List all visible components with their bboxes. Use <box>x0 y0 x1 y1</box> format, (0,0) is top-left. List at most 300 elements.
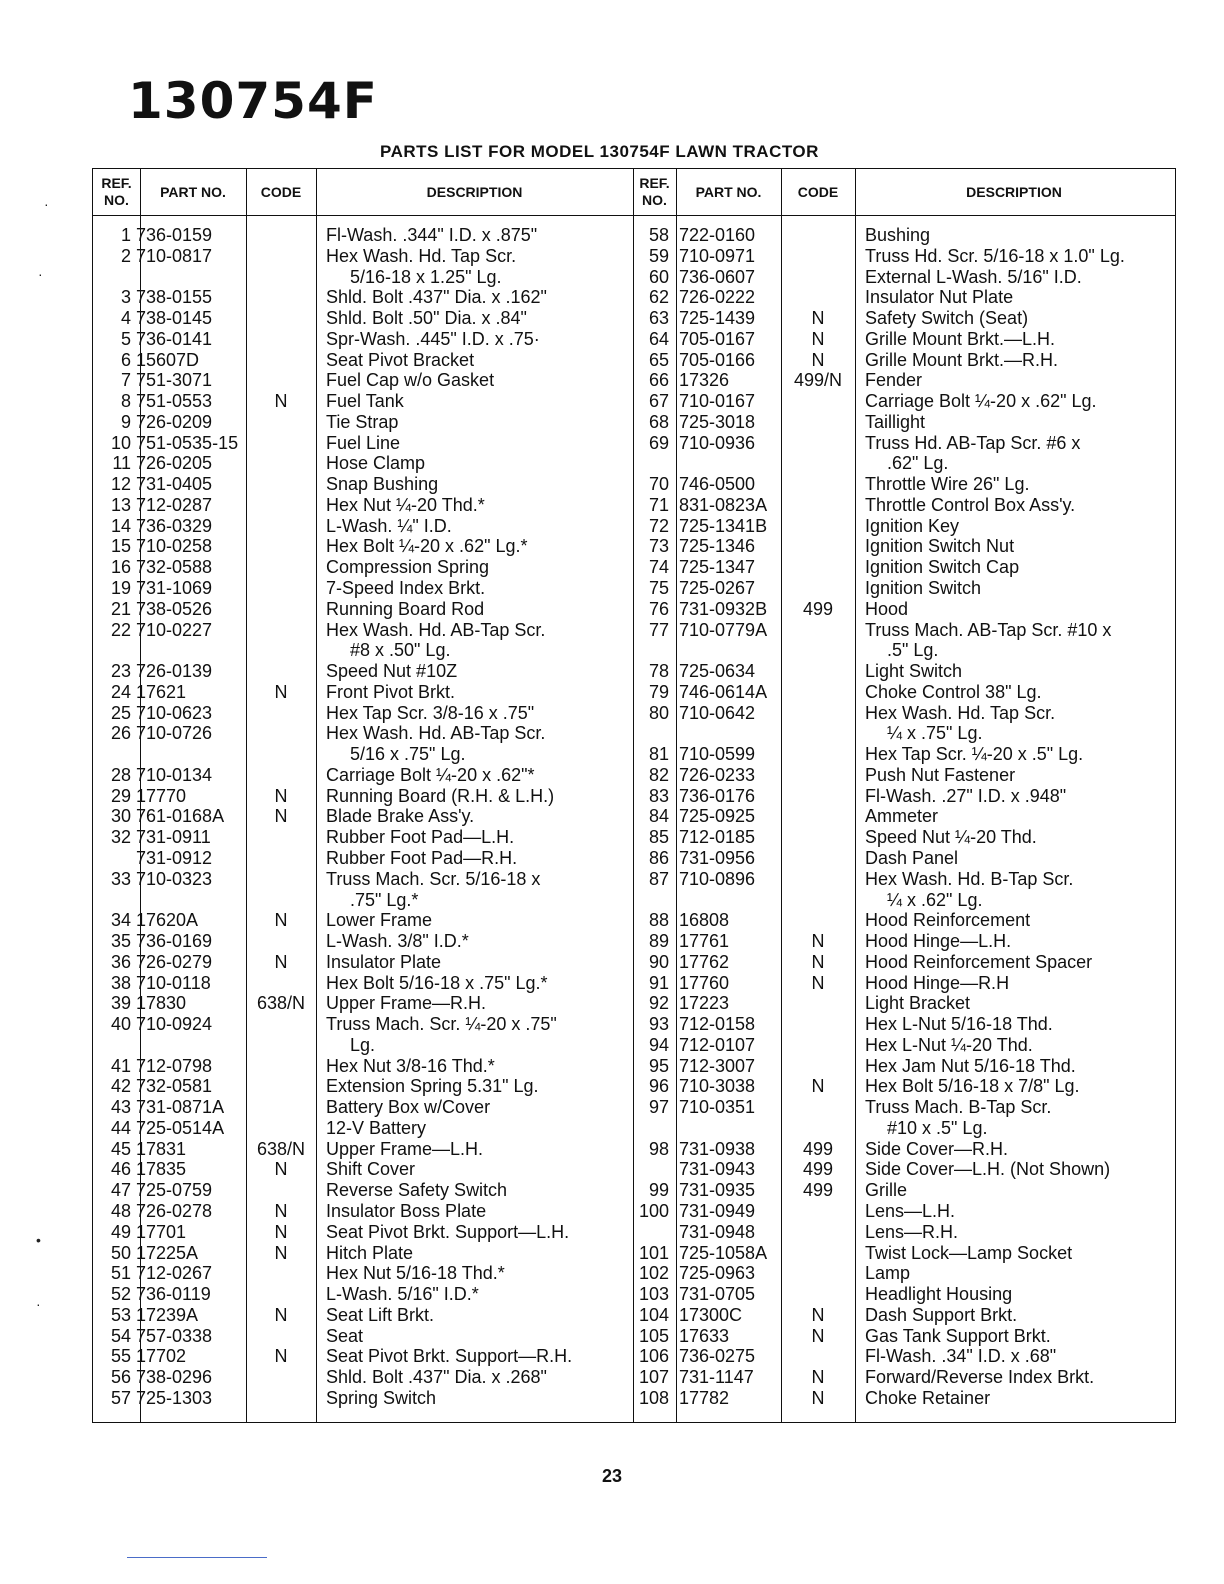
table-row <box>633 890 1173 911</box>
table-row <box>633 246 1173 267</box>
table-row <box>93 453 633 474</box>
table-row <box>633 869 1173 890</box>
ref-cell: 103 <box>638 1284 669 1305</box>
part-number-cell: 738-0526 <box>136 598 213 619</box>
table-row <box>93 267 633 288</box>
description-cell: Hex Bolt 5/16-18 x .75" Lg.* <box>326 972 548 993</box>
left-parts-column <box>93 225 633 1409</box>
ref-cell: 28 <box>110 764 131 785</box>
part-number-cell: 731-0935 <box>679 1180 756 1201</box>
ref-cell: 9 <box>120 411 131 432</box>
description-cell: Battery Box w/Cover <box>326 1097 491 1118</box>
part-number-cell: 726-0233 <box>679 764 756 785</box>
description-cell: Hex L-Nut 5/16-18 Thd. <box>865 1014 1053 1035</box>
part-number-cell: 17835 <box>136 1159 187 1180</box>
description-cell: Speed Nut ¼-20 Thd. <box>865 827 1037 848</box>
ref-cell: 107 <box>638 1367 669 1388</box>
code-cell: N <box>274 391 288 412</box>
ref-cell: 94 <box>648 1034 669 1055</box>
part-number-cell: 17831 <box>136 1138 187 1159</box>
table-row <box>93 1180 633 1201</box>
table-row <box>633 225 1173 246</box>
part-number-cell: 710-0623 <box>136 702 213 723</box>
code-cell: 638/N <box>256 993 306 1014</box>
part-number-cell: 725-1347 <box>679 557 756 578</box>
header-part-no: PART NO. <box>160 183 226 200</box>
ref-cell: 69 <box>648 432 669 453</box>
ref-cell: 76 <box>648 598 669 619</box>
table-row <box>93 1284 633 1305</box>
description-cell: Gas Tank Support Brkt. <box>865 1325 1051 1346</box>
table-row <box>633 1305 1173 1326</box>
ref-cell: 6 <box>120 349 131 370</box>
description-cell: 12-V Battery <box>326 1117 427 1138</box>
table-row <box>93 1035 633 1056</box>
code-cell: N <box>274 1221 288 1242</box>
part-number-cell: 17830 <box>136 993 187 1014</box>
code-cell: N <box>274 910 288 931</box>
description-cell: Front Pivot Brkt. <box>326 681 456 702</box>
table-row <box>633 329 1173 350</box>
ref-cell: 98 <box>648 1138 669 1159</box>
ref-cell: 1 <box>120 225 131 245</box>
description-cell: #10 x .5" Lg. <box>887 1117 988 1138</box>
ref-cell: 63 <box>648 308 669 329</box>
part-number-cell: 17620A <box>136 910 199 931</box>
ref-cell: 25 <box>110 702 131 723</box>
description-cell: Hex Tap Scr. 3/8-16 x .75" <box>326 702 535 723</box>
description-cell: Carriage Bolt ¼-20 x .62" Lg. <box>865 391 1097 412</box>
table-row <box>633 952 1173 973</box>
ref-cell: 19 <box>110 578 131 599</box>
part-number-cell: 757-0338 <box>136 1325 213 1346</box>
ref-cell: 75 <box>648 578 669 599</box>
table-row <box>633 1118 1173 1139</box>
description-cell: Truss Mach. AB-Tap Scr. #10 x <box>865 619 1112 640</box>
description-cell: Grille <box>865 1180 908 1201</box>
ref-cell: 59 <box>648 245 669 266</box>
ref-cell: 32 <box>110 827 131 848</box>
description-cell: Upper Frame—R.H. <box>326 993 487 1014</box>
description-cell: Fl-Wash. .344" I.D. x .875" <box>326 225 538 245</box>
part-number-cell: 831-0823A <box>679 494 768 515</box>
ref-cell: 50 <box>110 1242 131 1263</box>
code-cell: N <box>274 1200 288 1221</box>
part-number-cell: 17223 <box>679 993 730 1014</box>
part-number-cell: 710-0167 <box>679 391 756 412</box>
description-cell: Fender <box>865 370 923 391</box>
ref-cell: 58 <box>648 225 669 245</box>
table-row <box>633 1097 1173 1118</box>
table-row <box>93 1139 633 1160</box>
description-cell: Grille Mount Brkt.—L.H. <box>865 328 1056 349</box>
code-cell: N <box>811 1367 825 1388</box>
description-cell: Twist Lock—Lamp Socket <box>865 1242 1073 1263</box>
part-number-cell: 738-0296 <box>136 1367 213 1388</box>
table-row <box>633 1180 1173 1201</box>
part-number-cell: 726-0139 <box>136 661 213 682</box>
ref-cell: 80 <box>648 702 669 723</box>
description-cell: Headlight Housing <box>865 1284 1013 1305</box>
ref-cell: 57 <box>110 1387 131 1408</box>
description-cell: #8 x .50" Lg. <box>350 640 451 661</box>
part-number-cell: 736-0607 <box>679 266 756 287</box>
table-row <box>633 578 1173 599</box>
table-row <box>93 1326 633 1347</box>
table-row <box>633 1326 1173 1347</box>
ref-cell: 16 <box>110 557 131 578</box>
ref-cell: 22 <box>110 619 131 640</box>
ref-cell: 81 <box>648 744 669 765</box>
table-row <box>633 1222 1173 1243</box>
table-row <box>93 682 633 703</box>
part-number-cell: 725-0634 <box>679 661 756 682</box>
ref-cell: 72 <box>648 515 669 536</box>
part-number-cell: 731-0405 <box>136 474 213 495</box>
scan-speck: · <box>44 196 49 212</box>
description-cell: Hex Wash. Hd. AB-Tap Scr. <box>326 619 546 640</box>
description-cell: Hitch Plate <box>326 1242 414 1263</box>
part-number-cell: 725-1341B <box>679 515 768 536</box>
table-row <box>93 370 633 391</box>
description-cell: Lens—R.H. <box>865 1221 959 1242</box>
table-row <box>633 1014 1173 1035</box>
header-code: CODE <box>260 183 302 200</box>
table-row <box>633 516 1173 537</box>
table-row <box>633 350 1173 371</box>
part-number-cell: 712-0185 <box>679 827 756 848</box>
part-number-cell: 725-1346 <box>679 536 756 557</box>
table-row <box>93 308 633 329</box>
part-number-cell: 710-3038 <box>679 1076 756 1097</box>
table-row <box>93 287 633 308</box>
description-cell: Side Cover—L.H. (Not Shown) <box>865 1159 1111 1180</box>
part-number-cell: 731-1147 <box>679 1367 754 1388</box>
ref-cell: 21 <box>110 598 131 619</box>
description-cell: 7-Speed Index Brkt. <box>326 578 486 599</box>
ref-cell: 83 <box>648 785 669 806</box>
description-cell: Spring Switch <box>326 1387 437 1408</box>
description-cell: Choke Control 38" Lg. <box>865 681 1042 702</box>
table-row <box>633 1263 1173 1284</box>
ref-cell: 49 <box>110 1221 131 1242</box>
code-cell: 499/N <box>793 370 843 391</box>
ref-cell: 14 <box>110 515 131 536</box>
table-row <box>93 1346 633 1367</box>
table-bottom-rule <box>93 1422 1175 1423</box>
part-number-cell: 725-0267 <box>679 578 756 599</box>
table-row <box>633 1243 1173 1264</box>
ref-cell: 54 <box>110 1325 131 1346</box>
description-cell: Throttle Control Box Ass'y. <box>865 494 1076 515</box>
table-row <box>93 1118 633 1139</box>
ref-cell: 73 <box>648 536 669 557</box>
table-row <box>93 993 633 1014</box>
part-number-cell: 736-0176 <box>679 785 756 806</box>
ref-cell: 87 <box>648 868 669 889</box>
table-row <box>633 453 1173 474</box>
table-row <box>93 1076 633 1097</box>
ref-cell: 35 <box>110 931 131 952</box>
description-cell: Reverse Safety Switch <box>326 1180 508 1201</box>
code-cell: N <box>274 951 288 972</box>
code-cell: 638/N <box>256 1138 306 1159</box>
description-cell: Forward/Reverse Index Brkt. <box>865 1367 1095 1388</box>
table-row <box>633 370 1173 391</box>
description-cell: Insulator Nut Plate <box>865 287 1014 308</box>
part-number-cell: 17239A <box>136 1304 199 1325</box>
description-cell: Spr-Wash. .445" I.D. x .75· <box>326 328 540 349</box>
ref-cell: 3 <box>120 287 131 308</box>
ref-cell: 26 <box>110 723 131 744</box>
table-row <box>633 661 1173 682</box>
ref-cell: 13 <box>110 494 131 515</box>
table-row <box>633 433 1173 454</box>
header-ref-no: REF. NO. <box>101 175 132 208</box>
part-number-cell: 736-0119 <box>136 1284 211 1305</box>
part-number-cell: 17225A <box>136 1242 199 1263</box>
ref-cell: 64 <box>648 328 669 349</box>
part-number-cell: 731-0911 <box>136 827 211 848</box>
part-number-cell: 17782 <box>679 1387 730 1408</box>
ref-cell: 105 <box>638 1325 669 1346</box>
table-row <box>633 620 1173 641</box>
header-description: DESCRIPTION <box>966 183 1062 200</box>
description-cell: ¼ x .75" Lg. <box>887 723 983 744</box>
table-row <box>633 287 1173 308</box>
ref-cell: 15 <box>110 536 131 557</box>
part-number-cell: 710-0896 <box>679 868 756 889</box>
description-cell: Fuel Tank <box>326 391 404 412</box>
description-cell: Hood Hinge—R.H <box>865 972 1010 993</box>
table-row <box>633 1367 1173 1388</box>
table-row <box>633 1139 1173 1160</box>
code-cell: 499 <box>802 1138 834 1159</box>
table-row <box>93 806 633 827</box>
table-row <box>633 1159 1173 1180</box>
ref-cell: 33 <box>110 868 131 889</box>
description-cell: Grille Mount Brkt.—R.H. <box>865 349 1059 370</box>
part-number-cell: 751-3071 <box>136 370 213 391</box>
ref-cell: 34 <box>110 910 131 931</box>
part-number-cell: 705-0167 <box>679 328 756 349</box>
ref-cell: 10 <box>110 432 131 453</box>
part-number-cell: 731-0943 <box>679 1159 756 1180</box>
table-row <box>93 786 633 807</box>
ref-cell: 86 <box>648 847 669 868</box>
ref-cell: 82 <box>648 764 669 785</box>
part-number-cell: 17761 <box>679 931 730 952</box>
description-cell: Hex Tap Scr. ¼-20 x .5" Lg. <box>865 744 1084 765</box>
description-cell: Hex Wash. Hd. Tap Scr. <box>865 702 1056 723</box>
description-cell: Seat <box>326 1325 364 1346</box>
description-cell: Choke Retainer <box>865 1387 991 1408</box>
part-number-cell: 17762 <box>679 951 730 972</box>
table-row <box>93 952 633 973</box>
description-cell: Taillight <box>865 411 926 432</box>
description-cell: L-Wash. 3/8" I.D.* <box>326 931 469 952</box>
ref-cell: 67 <box>648 391 669 412</box>
table-row <box>93 765 633 786</box>
description-cell: Dash Support Brkt. <box>865 1304 1018 1325</box>
ref-cell: 36 <box>110 951 131 972</box>
ref-cell: 95 <box>648 1055 669 1076</box>
part-number-cell: 722-0160 <box>679 225 756 245</box>
part-number-cell: 710-0323 <box>136 868 213 889</box>
table-row <box>93 225 633 246</box>
ref-cell: 97 <box>648 1097 669 1118</box>
part-number-cell: 738-0155 <box>136 287 213 308</box>
code-cell: N <box>811 308 825 329</box>
description-cell: Push Nut Fastener <box>865 764 1016 785</box>
header-code: CODE <box>797 183 839 200</box>
code-cell: N <box>274 806 288 827</box>
description-cell: Hex Nut 5/16-18 Thd.* <box>326 1263 505 1284</box>
part-number-cell: 732-0581 <box>136 1076 213 1097</box>
parts-table <box>92 168 1176 1423</box>
table-row <box>93 890 633 911</box>
code-cell: N <box>811 1325 825 1346</box>
ref-cell: 92 <box>648 993 669 1014</box>
table-row <box>633 267 1173 288</box>
part-number-cell: 710-0936 <box>679 432 756 453</box>
table-row <box>633 1056 1173 1077</box>
ref-cell: 52 <box>110 1284 131 1305</box>
ref-cell: 5 <box>120 328 131 349</box>
ref-cell: 48 <box>110 1200 131 1221</box>
description-cell: Lower Frame <box>326 910 433 931</box>
description-cell: Shld. Bolt .437" Dia. x .268" <box>326 1367 547 1388</box>
description-cell: Insulator Plate <box>326 951 442 972</box>
part-number-cell: 736-0275 <box>679 1346 756 1367</box>
right-parts-column <box>633 225 1173 1409</box>
code-cell: N <box>274 1304 288 1325</box>
description-cell: Hex Jam Nut 5/16-18 Thd. <box>865 1055 1076 1076</box>
description-cell: Shld. Bolt .437" Dia. x .162" <box>326 287 547 308</box>
table-row <box>633 744 1173 765</box>
ref-cell: 88 <box>648 910 669 931</box>
description-cell: Ignition Switch Cap <box>865 557 1020 578</box>
table-row <box>633 703 1173 724</box>
table-row <box>633 993 1173 1014</box>
table-row <box>93 495 633 516</box>
table-row <box>633 536 1173 557</box>
description-cell: Speed Nut #10Z <box>326 661 458 682</box>
description-cell: Hex Wash. Hd. AB-Tap Scr. <box>326 723 546 744</box>
part-number-cell: 17702 <box>136 1346 187 1367</box>
ref-cell: 85 <box>648 827 669 848</box>
table-row <box>93 1222 633 1243</box>
code-cell: N <box>811 931 825 952</box>
description-cell: Hood Reinforcement Spacer <box>865 951 1093 972</box>
part-number-cell: 16808 <box>679 910 730 931</box>
table-row <box>633 1076 1173 1097</box>
table-row <box>633 308 1173 329</box>
part-number-cell: 712-0287 <box>136 494 213 515</box>
part-number-cell: 725-0759 <box>136 1180 213 1201</box>
table-row <box>93 1201 633 1222</box>
table-row <box>93 1388 633 1409</box>
part-number-cell: 746-0614A <box>679 681 768 702</box>
part-number-cell: 17760 <box>679 972 730 993</box>
part-number-cell: 712-0107 <box>679 1034 756 1055</box>
ref-cell: 71 <box>648 494 669 515</box>
table-row <box>93 412 633 433</box>
description-cell: 5/16 x .75" Lg. <box>350 744 466 765</box>
description-cell: Truss Mach. B-Tap Scr. <box>865 1097 1052 1118</box>
part-number-cell: 17770 <box>136 785 187 806</box>
table-row <box>633 827 1173 848</box>
ref-cell: 65 <box>648 349 669 370</box>
ref-cell: 60 <box>648 266 669 287</box>
part-number-cell: 710-0258 <box>136 536 213 557</box>
ref-cell: 90 <box>648 951 669 972</box>
table-row <box>633 1035 1173 1056</box>
table-row <box>633 557 1173 578</box>
description-cell: L-Wash. 5/16" I.D.* <box>326 1284 479 1305</box>
table-row <box>93 744 633 765</box>
code-cell: N <box>811 951 825 972</box>
description-cell: Snap Bushing <box>326 474 439 495</box>
part-number-cell: 725-0925 <box>679 806 756 827</box>
table-row <box>633 1346 1173 1367</box>
table-row <box>633 474 1173 495</box>
ref-cell: 7 <box>120 370 131 391</box>
table-row <box>93 848 633 869</box>
table-row <box>93 827 633 848</box>
part-number-cell: 725-1439 <box>679 308 756 329</box>
part-number-cell: 746-0500 <box>679 474 756 495</box>
description-cell: .5" Lg. <box>887 640 939 661</box>
ref-cell: 55 <box>110 1346 131 1367</box>
table-row <box>633 599 1173 620</box>
description-cell: Hex L-Nut ¼-20 Thd. <box>865 1034 1033 1055</box>
description-cell: Seat Pivot Brkt. Support—L.H. <box>326 1221 570 1242</box>
ref-cell: 42 <box>110 1076 131 1097</box>
part-number-cell: 731-0948 <box>679 1221 756 1242</box>
table-row <box>93 578 633 599</box>
part-number-cell: 17621 <box>136 681 187 702</box>
ref-cell: 84 <box>648 806 669 827</box>
table-row <box>93 910 633 931</box>
ref-cell: 24 <box>110 681 131 702</box>
description-cell: Fl-Wash. .27" I.D. x .948" <box>865 785 1067 806</box>
description-cell: Truss Hd. Scr. 5/16-18 x 1.0" Lg. <box>865 245 1125 266</box>
header-part-no: PART NO. <box>695 183 762 200</box>
code-cell: N <box>811 1076 825 1097</box>
part-number-cell: 726-0205 <box>136 453 213 474</box>
ref-cell: 78 <box>648 661 669 682</box>
part-number-cell: 731-0949 <box>679 1200 756 1221</box>
description-cell: Light Bracket <box>865 993 971 1014</box>
part-number-cell: 710-0118 <box>136 972 211 993</box>
ref-cell: 66 <box>648 370 669 391</box>
part-number-cell: 726-0278 <box>136 1200 213 1221</box>
table-row <box>633 910 1173 931</box>
ref-cell: 2 <box>120 245 131 266</box>
ref-cell: 77 <box>648 619 669 640</box>
part-number-cell: 710-0726 <box>136 723 213 744</box>
part-number-cell: 15607D <box>136 349 200 370</box>
table-row <box>93 536 633 557</box>
table-row <box>93 1367 633 1388</box>
description-cell: Hex Nut 3/8-16 Thd.* <box>326 1055 495 1076</box>
ref-cell: 93 <box>648 1014 669 1035</box>
description-cell: Side Cover—R.H. <box>865 1138 1009 1159</box>
part-number-cell: 705-0166 <box>679 349 756 370</box>
part-number-cell: 761-0168A <box>136 806 225 827</box>
table-row <box>93 620 633 641</box>
